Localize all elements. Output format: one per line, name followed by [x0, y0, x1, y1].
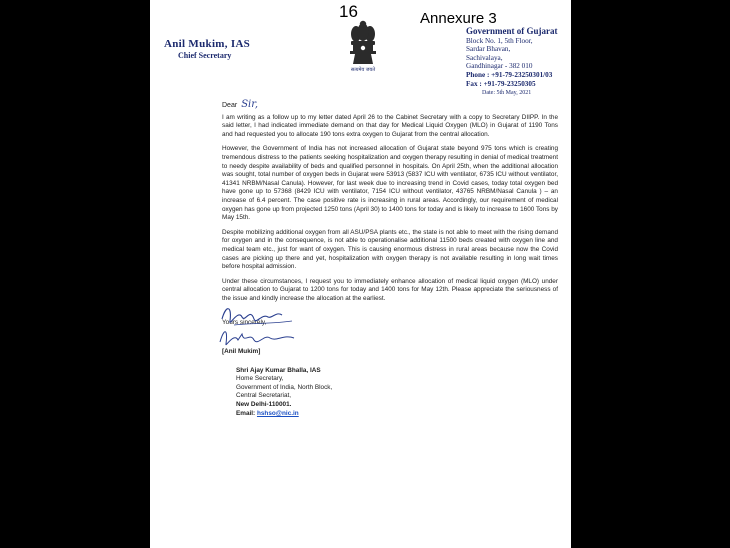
email-link[interactable]: hshso@nic.in	[256, 409, 299, 417]
closing: Yours sincerely,	[222, 319, 267, 327]
letter-page	[150, 0, 571, 548]
annexure-label: Annexure 3	[420, 10, 497, 27]
sender-designation: Chief Secretary	[178, 51, 232, 60]
recipient-name: Shri Ajay Kumar Bhalla, IAS	[236, 366, 321, 374]
recipient-city: New Delhi-110001.	[236, 401, 292, 409]
letter-body	[222, 101, 558, 418]
signature-icon	[214, 326, 304, 348]
salutation-text: Dear	[222, 102, 238, 109]
state-emblem-icon	[346, 20, 380, 72]
signature	[222, 328, 558, 348]
office-fax: Fax : +91-79-23250305	[466, 79, 536, 88]
office-line: Gandhinagar - 382 010	[466, 62, 533, 71]
sender-name: Anil Mukim, IAS	[164, 38, 251, 50]
salutation-handwritten: Sir,	[241, 99, 259, 110]
paragraph: Under these circumstances, I request you to immediately enhance allocation of medical liquid oxygen (MLO) under central allocation to Gujarat to 1200 tons for today and 1400 tons for May 12th. Please appreciate the seriousness of the issue and kindly increase the allocation at the earliest.	[222, 277, 558, 302]
emblem-caption: सत्यमेव जयते	[350, 67, 376, 73]
paragraph: Despite mobilizing additional oxygen from all ASU/PSA plants etc., the state is not able to meet with the rising demand for oxygen and in the consequence, is not able to operationalise additional 11500 beds created with oxygen line and medical team etc., just for want of oxygen. This is causing enormous distress in rural areas because now the Covid cases are picking up there and yet, hospitalization with oxygen therapy is not available resulting in long wait times before hospital admission.	[222, 228, 558, 271]
salutation	[222, 101, 558, 111]
paragraph: I am writing as a follow up to my letter dated April 26 to the Cabinet Secretary with a copy to Secretary DIIPP. In the said letter, I had indicated immediate demand on that day for Medical Liquid Oxygen (MLO) in Gujarat of 1190 Tons and had requested you to allocate 190 tons extra oxygen to Gujarat from the central allocation.	[222, 113, 558, 138]
recipient-email	[236, 410, 558, 419]
letter-date: Date: 5th May, 2021	[482, 90, 532, 97]
email-label: Email:	[236, 409, 257, 417]
recipient-line: Home Secretary,	[236, 375, 284, 383]
office-title: Government of Gujarat	[466, 26, 558, 36]
office-address	[466, 27, 570, 98]
office-line: Sardar Bhavan,	[466, 45, 511, 54]
recipient-line: Government of India, North Block,	[236, 383, 333, 391]
sender-block	[164, 38, 250, 60]
office-phone: Phone : +91-79-23250301/03	[466, 70, 553, 79]
recipient-address	[236, 367, 558, 419]
signatory-name: [Anil Mukim]	[222, 348, 261, 356]
paragraph: However, the Government of India has not increased allocation of Gujarat state beyond 975 tons which is creating tremendous distress to the patients seeking hospitalization and oxygen therapy resulting in denial of medical treatment to needy despite availability of beds and qualified personnel in hospitals. On April 25th, when the additional allocation was sought, total number of oxygen beds in Gujarat were 53913 (5837 ICU with ventilator, 6735 ICU without ventilator, 41341 NRBM/Nasal Canula). However, for last week due to increasing trend in Covid cases, today total oxygen bed have gone up to 57368 (8429 ICU with ventilator, 7154 ICU without ventilator, 43765 NRBM/Nasal Canula ) – an increase of 6.4 percent. The case positive rate is increasing in rural areas. Accordingly, our requirement of medical oxygen has gone up from projected 1250 tons (April 30) to 1400 tons for today and is likely to increase to 1600 Tons by May 15th.	[222, 145, 558, 222]
office-line: Sachivalaya,	[466, 53, 503, 62]
recipient-line: Central Secretariat,	[236, 392, 292, 400]
office-line: Block No. 1, 5th Floor,	[466, 36, 533, 45]
page-number: 16	[339, 2, 358, 21]
